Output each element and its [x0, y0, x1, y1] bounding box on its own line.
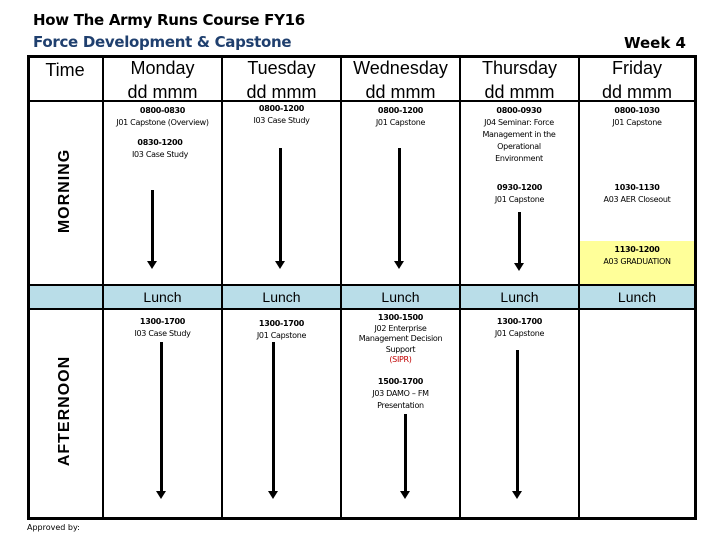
day-header-monday: Monday dd mmm — [127, 58, 198, 102]
event-fri-0800: 0800-1030 J01 Capstone — [612, 106, 662, 127]
event-tue-1300: 1300-1700 J01 Capstone — [256, 319, 307, 340]
day-header-friday: Friday dd mmm — [601, 58, 672, 102]
day-header-thursday: Thursday dd mmm — [481, 58, 558, 102]
event-mon-0800: 0800-0830 J01 Capstone (Overview) — [116, 106, 209, 127]
event-wed-1500: 1500-1700 J03 DAMO – FM Presentation — [372, 377, 429, 410]
grid-line — [27, 55, 30, 520]
event-thu-1300: 1300-1700 J01 Capstone — [494, 317, 545, 338]
approved-by-label: Approved by: — [27, 523, 80, 532]
grid-line — [27, 517, 697, 520]
continuation-arrow-icon — [516, 350, 519, 492]
lunch-tuesday: Lunch — [262, 289, 301, 305]
continuation-arrow-icon — [398, 148, 401, 262]
course-title: How The Army Runs Course FY16 — [33, 11, 305, 29]
grid-line — [27, 284, 697, 286]
event-fri-graduation: 1130-1200 A03 GRADUATION — [603, 245, 671, 266]
event-mon-0830: 0830-1200 I03 Case Study — [131, 138, 189, 159]
course-subtitle: Force Development & Capstone — [33, 33, 292, 51]
event-thu-0930: 0930-1200 J01 Capstone — [494, 183, 545, 204]
continuation-arrow-icon — [151, 190, 154, 262]
event-mon-1300: 1300-1700 I03 Case Study — [134, 317, 191, 338]
continuation-arrow-icon — [518, 212, 521, 264]
time-header: Time — [45, 60, 85, 80]
day-header-wednesday: Wednesday dd mmm — [353, 58, 448, 102]
lunch-friday: Lunch — [617, 289, 657, 305]
lunch-monday: Lunch — [143, 289, 182, 305]
day-header-tuesday: Tuesday dd mmm — [246, 58, 317, 102]
morning-label: MORNING — [56, 148, 73, 234]
grid-line — [694, 55, 697, 520]
event-wed-1300: 1300-1500 J02 Enterprise Management Decision Support (SIPR) — [358, 313, 443, 364]
lunch-thursday: Lunch — [500, 289, 539, 305]
grid-line — [459, 55, 461, 520]
week-label: Week 4 — [624, 34, 686, 52]
continuation-arrow-icon — [272, 342, 275, 492]
event-fri-1030: 1030-1130 A03 AER Closeout — [603, 183, 671, 204]
afternoon-label: AFTERNOON — [56, 355, 73, 467]
event-wed-0800: 0800-1200 J01 Capstone — [375, 106, 426, 127]
lunch-wednesday: Lunch — [381, 289, 420, 305]
event-tue-0800: 0800-1200 I03 Case Study — [253, 104, 310, 125]
continuation-arrow-icon — [404, 414, 407, 492]
continuation-arrow-icon — [279, 148, 282, 262]
continuation-arrow-icon — [160, 342, 163, 492]
grid-line — [27, 308, 697, 310]
event-thu-0800: 0800-0930 J04 Seminar: Force Management in the Operational Environment — [482, 106, 556, 163]
